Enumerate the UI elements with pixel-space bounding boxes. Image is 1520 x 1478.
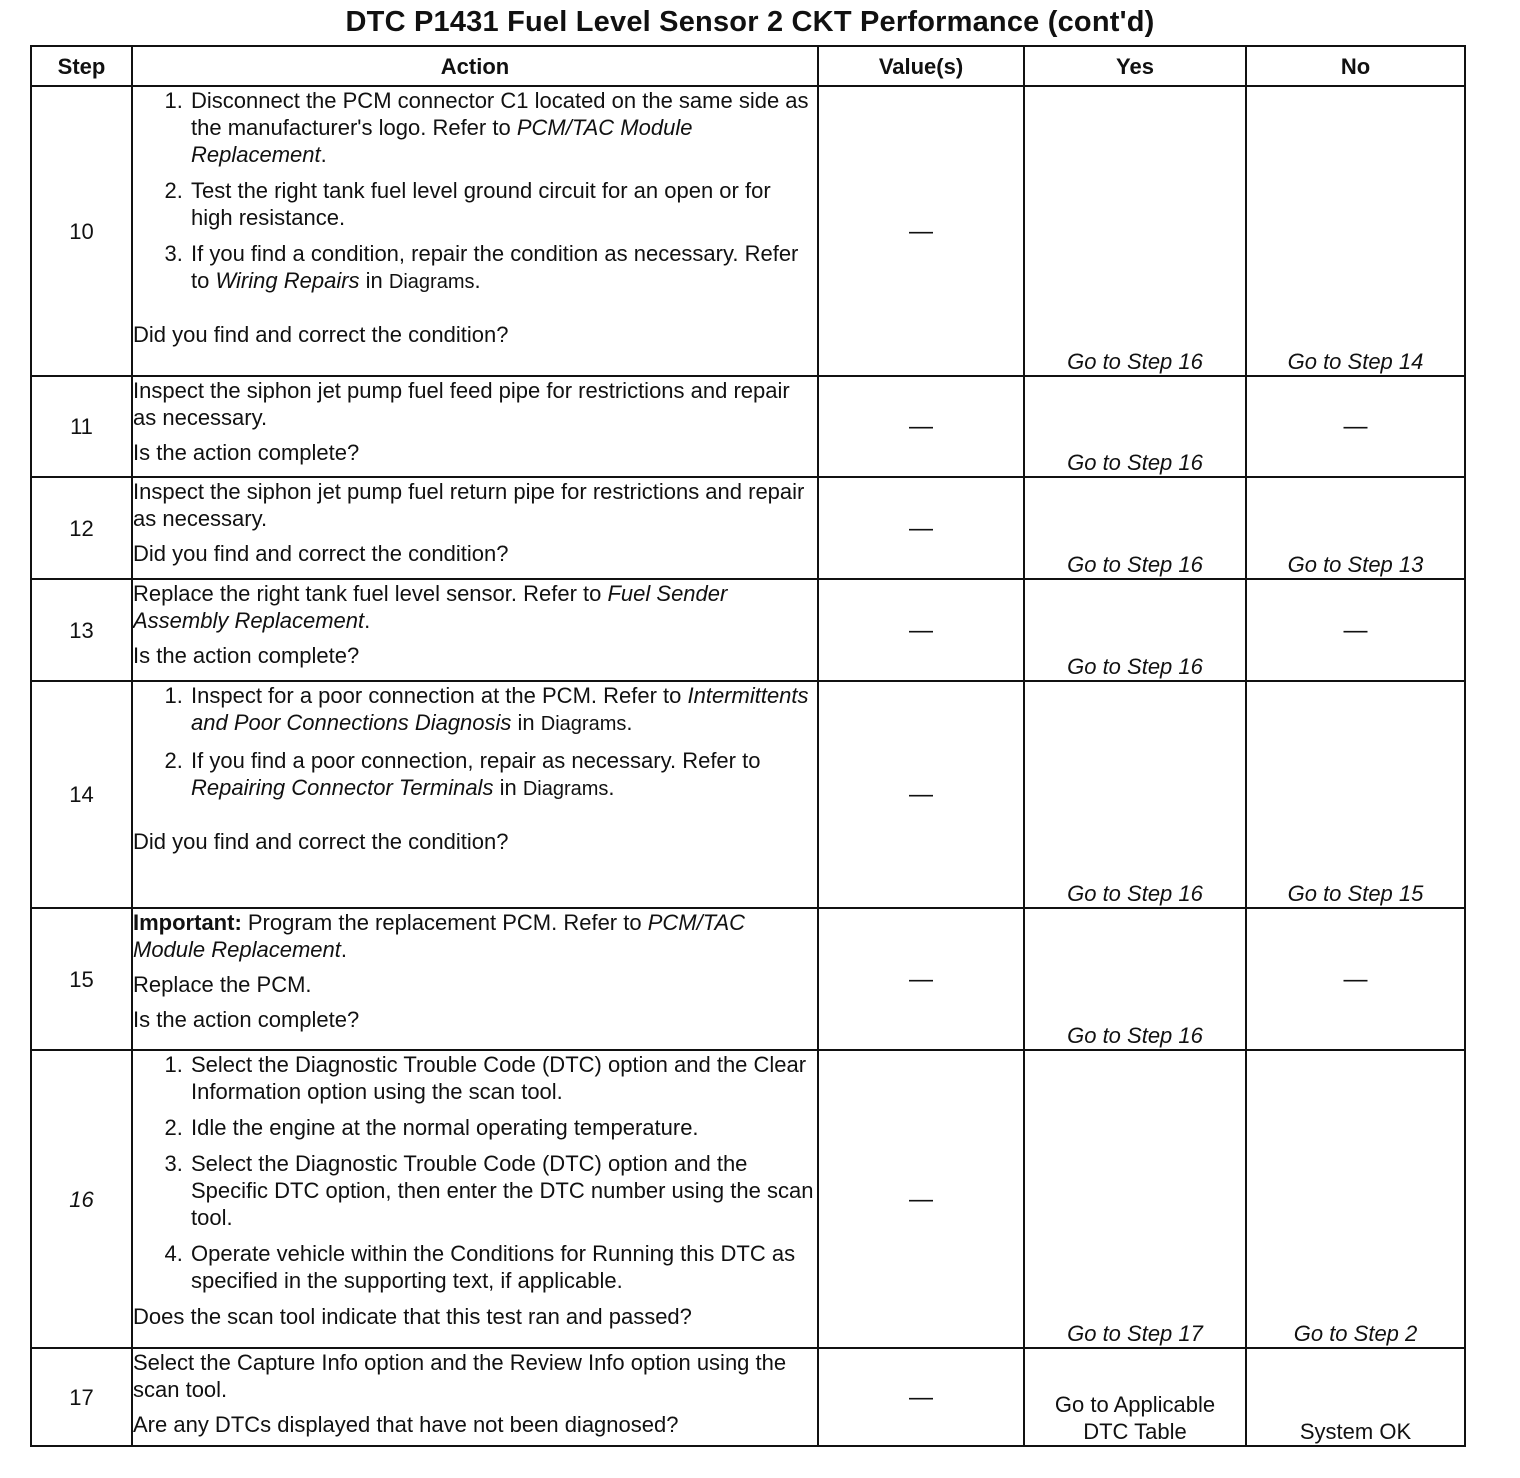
yes-line-1: Go to Applicable: [1054, 1392, 1216, 1417]
list-item: 1. Disconnect the PCM connector C1 located on the same side as the manufacturer's logo. Refer to PCM/TAC Module Replacement.: [189, 87, 817, 168]
yes-line-2: DTC Table: [1083, 1419, 1187, 1444]
value-cell: —: [818, 579, 1024, 681]
step-number: 14: [31, 681, 132, 908]
table-row-step-17: [31, 1348, 1465, 1446]
step-number: 10: [31, 86, 132, 376]
yes-cell: Go to Step 16: [1024, 86, 1246, 376]
list-item: 3. If you find a condition, repair the condition as necessary. Refer to Wiring Repairs in Diagrams.: [189, 240, 817, 296]
yes-cell: Go to Step 16: [1024, 376, 1246, 477]
action-cell: [132, 681, 818, 908]
no-cell: —: [1246, 579, 1465, 681]
action-text: Replace the right tank fuel level sensor. Refer to Fuel Sender Assembly Replacement.: [133, 581, 728, 633]
no-cell: Go to Step 2: [1246, 1050, 1465, 1348]
question-text: Did you find and correct the condition?: [133, 829, 509, 854]
action-cell: [132, 579, 818, 681]
step-number: 15: [31, 908, 132, 1050]
no-cell: —: [1246, 908, 1465, 1050]
list-item: 2. If you find a poor connection, repair as necessary. Refer to Repairing Connector Terminals in Diagrams.: [189, 747, 817, 803]
action-steps-list: [133, 682, 817, 803]
no-cell: Go to Step 14: [1246, 86, 1465, 376]
action-cell: [132, 908, 818, 1050]
list-item: 4. Operate vehicle within the Conditions for Running this DTC as specified in the supporting text, if applicable.: [189, 1240, 817, 1294]
yes-cell: Go to Step 16: [1024, 579, 1246, 681]
step-number: 16: [31, 1050, 132, 1348]
table-header-row: [31, 46, 1465, 86]
table-row-step-14: [31, 681, 1465, 908]
action-text: Inspect the siphon jet pump fuel return pipe for restrictions and repair as necessary.: [133, 479, 805, 531]
step-number: 13: [31, 579, 132, 681]
important-label: Important:: [133, 910, 242, 935]
action-cell: [132, 1050, 818, 1348]
question-text: Did you find and correct the condition?: [133, 322, 509, 347]
action-text: Select the Capture Info option and the Review Info option using the scan tool.: [133, 1350, 787, 1402]
step-number: 17: [31, 1348, 132, 1446]
action-text: Replace the PCM.: [133, 972, 312, 997]
no-cell: Go to Step 13: [1246, 477, 1465, 579]
question-text: Does the scan tool indicate that this test ran and passed?: [133, 1304, 692, 1329]
list-item: 3. Select the Diagnostic Trouble Code (DTC) option and the Specific DTC option, then enter the DTC number using the scan tool.: [189, 1150, 817, 1231]
action-text: Inspect the siphon jet pump fuel feed pipe for restrictions and repair as necessary.: [133, 378, 790, 430]
table-row-step-10: [31, 86, 1465, 376]
table-row-step-16: [31, 1050, 1465, 1348]
yes-cell: Go to Step 16: [1024, 681, 1246, 908]
no-cell: —: [1246, 376, 1465, 477]
header-action: Action: [132, 46, 818, 86]
action-cell: [132, 376, 818, 477]
yes-cell: Go to Step 16: [1024, 477, 1246, 579]
action-text: Important: Program the replacement PCM. Refer to PCM/TAC Module Replacement.: [133, 910, 746, 962]
value-cell: —: [818, 1348, 1024, 1446]
question-text: Are any DTCs displayed that have not been diagnosed?: [133, 1412, 679, 1437]
value-cell: —: [818, 1050, 1024, 1348]
value-cell: —: [818, 908, 1024, 1050]
yes-cell: Go to Step 16: [1024, 908, 1246, 1050]
list-item: 1. Inspect for a poor connection at the PCM. Refer to Intermittents and Poor Connections Diagnosis in Diagrams.: [189, 682, 817, 738]
header-yes: Yes: [1024, 46, 1246, 86]
action-cell: [132, 1348, 818, 1446]
table-row-step-13: [31, 579, 1465, 681]
value-cell: —: [818, 681, 1024, 908]
value-cell: —: [818, 477, 1024, 579]
question-text: Is the action complete?: [133, 1007, 360, 1032]
diagnostic-table: [30, 45, 1466, 1447]
value-cell: —: [818, 86, 1024, 376]
value-cell: —: [818, 376, 1024, 477]
question-text: Is the action complete?: [133, 440, 360, 465]
question-text: Did you find and correct the condition?: [133, 541, 509, 566]
page-title: DTC P1431 Fuel Level Sensor 2 CKT Performance (cont'd): [345, 6, 1155, 38]
table-row-step-11: [31, 376, 1465, 477]
yes-cell: Go to Step 17: [1024, 1050, 1246, 1348]
action-cell: [132, 86, 818, 376]
question-text: Is the action complete?: [133, 643, 360, 668]
table-row-step-15: [31, 908, 1465, 1050]
list-item: 2. Test the right tank fuel level ground circuit for an open or for high resistance.: [189, 177, 817, 231]
no-cell: Go to Step 15: [1246, 681, 1465, 908]
table-row-step-12: [31, 477, 1465, 579]
action-steps-list: [133, 87, 817, 296]
action-cell: [132, 477, 818, 579]
step-number: 11: [31, 376, 132, 477]
step-number: 12: [31, 477, 132, 579]
list-item: 2. Idle the engine at the normal operating temperature.: [189, 1114, 817, 1141]
no-cell: System OK: [1246, 1348, 1465, 1446]
header-values: Value(s): [818, 46, 1024, 86]
header-no: No: [1246, 46, 1465, 86]
action-steps-list: [133, 1051, 817, 1294]
header-step: Step: [31, 46, 132, 86]
list-item: 1. Select the Diagnostic Trouble Code (DTC) option and the Clear Information option using the scan tool.: [189, 1051, 817, 1105]
yes-cell: [1024, 1348, 1246, 1446]
